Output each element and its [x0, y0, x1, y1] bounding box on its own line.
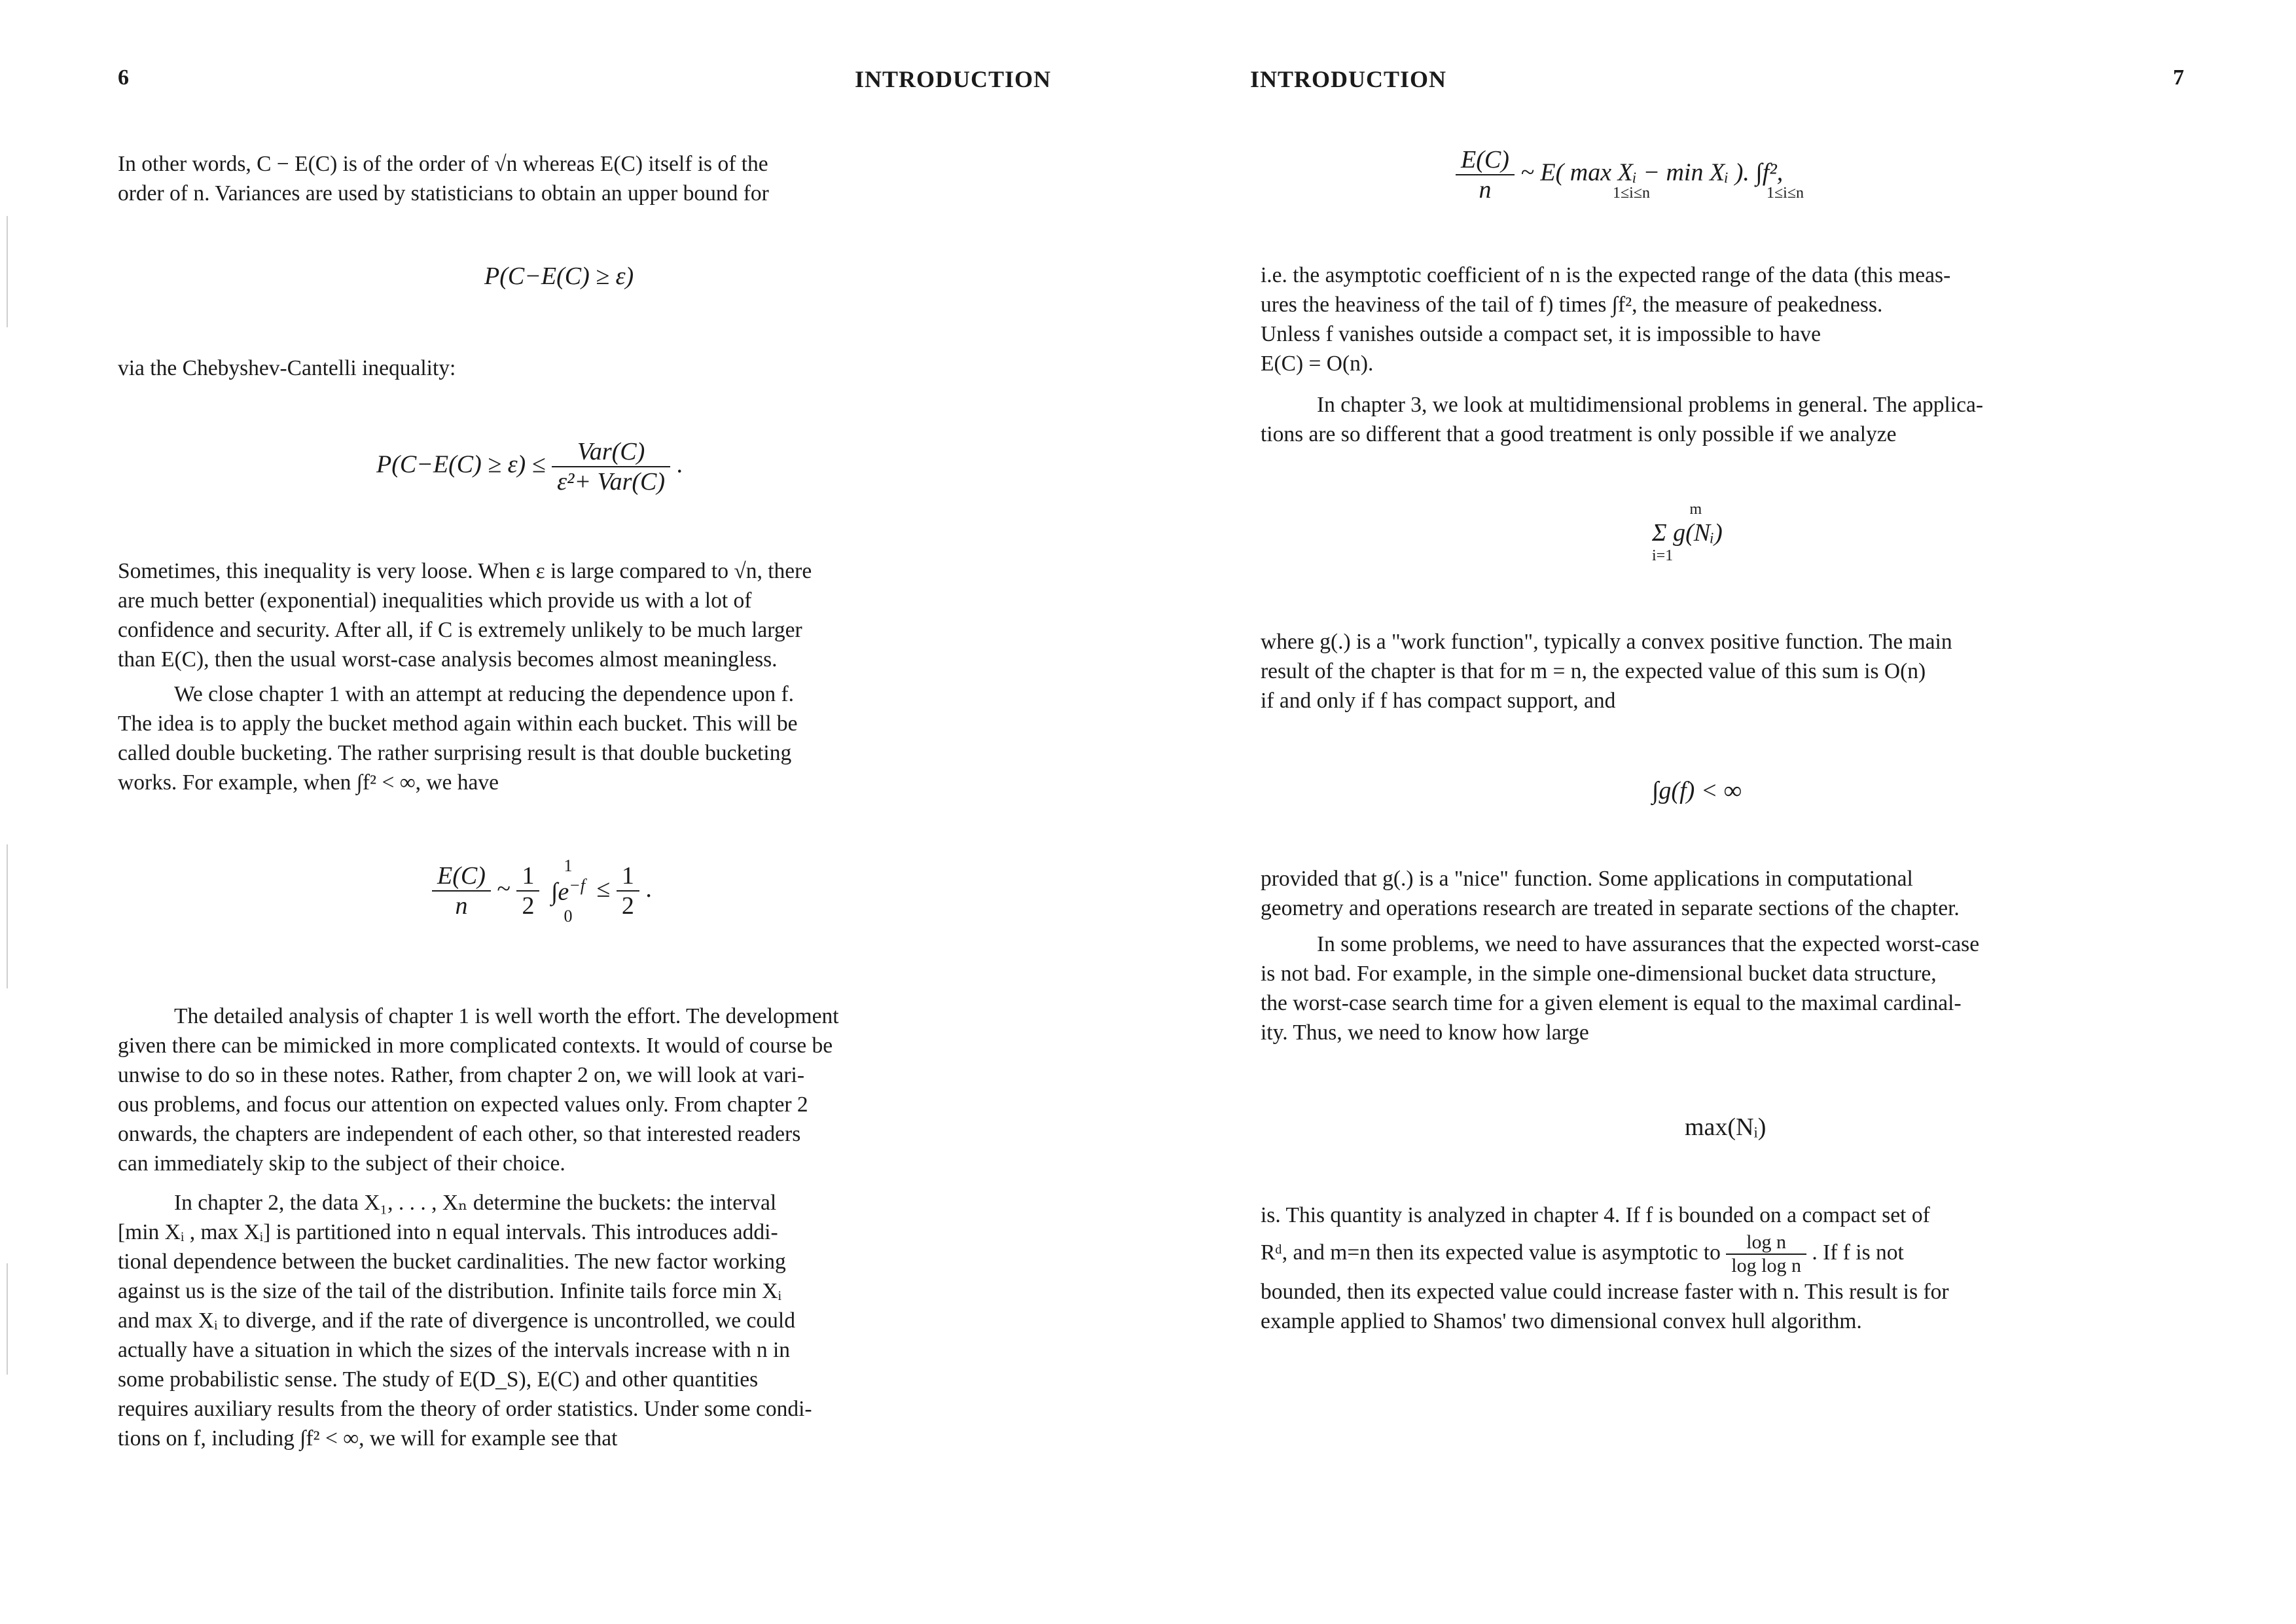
text-line: i.e. the asymptotic coefficient of n is the expected range of the data (this meas-: [1261, 263, 1951, 287]
paragraph: [1261, 864, 1960, 923]
text-line: ures the heaviness of the tail of f) times ∫f², the measure of peakedness.: [1261, 293, 1883, 317]
paragraph: [118, 1188, 812, 1453]
text-line: [1261, 1230, 1949, 1277]
sum-lower: i=1: [1652, 547, 1674, 564]
text-line: called double bucketing. The rather surprising result is that double bucketing: [118, 741, 792, 765]
paragraph: [1261, 929, 1979, 1047]
paragraph: [118, 1001, 839, 1178]
text-line: Sometimes, this inequality is very loose. When ε is large compared to √n, there: [118, 559, 812, 583]
text-line: via the Chebyshev-Cantelli inequality:: [118, 356, 456, 380]
fraction: [516, 861, 539, 920]
text-line: and max Xᵢ to diverge, and if the rate of divergence is uncontrolled, we could: [118, 1308, 795, 1333]
text-line: Unless f vanishes outside a compact set, it is impossible to have: [1261, 322, 1821, 346]
upper-limit: 1: [564, 856, 573, 875]
text-line: ous problems, and focus our attention on expected values only. From chapter 2: [118, 1092, 808, 1117]
equation: ∫g(f) < ∞: [1652, 777, 1742, 804]
text-line: E(C) = O(n).: [1261, 352, 1374, 376]
text-line: provided that g(.) is a "nice" function. Some applications in computational: [1261, 867, 1913, 891]
equation: P(C−E(C) ≥ ε): [484, 262, 634, 290]
paragraph: [1261, 261, 1950, 378]
text-line: some probabilistic sense. The study of E(D_S), E(C) and other quantities: [118, 1367, 759, 1392]
text-line: example applied to Shamos' two dimensional convex hull algorithm.: [1261, 1309, 1862, 1334]
fraction: [617, 861, 639, 920]
paragraph: [1261, 627, 1952, 715]
paragraph: [118, 556, 812, 674]
margin-rule: [7, 216, 8, 327]
text-line: The idea is to apply the bucket method again within each bucket. This will be: [118, 712, 798, 736]
exponent: −f: [569, 876, 585, 895]
text-line: unwise to do so in these notes. Rather, from chapter 2 on, we will look at vari-: [118, 1063, 805, 1087]
lower-limit: 0: [564, 906, 573, 926]
fraction: [1456, 145, 1515, 204]
equation-symbol: ≤: [596, 875, 611, 903]
equation-tail: .: [676, 450, 683, 478]
equation: max(Nᵢ): [1685, 1113, 1767, 1141]
numerator: E(C): [1456, 145, 1515, 175]
integral-limits: [546, 856, 590, 926]
equation-body: ~ E( max Xᵢ − min Xᵢ ). ∫f²,: [1520, 158, 1784, 187]
text-line: In chapter 3, we look at multidimensional problems in general. The applica-: [1317, 393, 1984, 417]
text-line: is not bad. For example, in the simple one-dimensional bucket data structure,: [1261, 962, 1937, 986]
running-head: INTRODUCTION: [1250, 66, 1447, 92]
equation-symbol: ~: [497, 875, 511, 903]
fraction: [552, 437, 670, 496]
text-line: The detailed analysis of chapter 1 is well worth the effort. The development: [174, 1004, 839, 1028]
text-fragment: . If f is not: [1812, 1240, 1904, 1265]
text-line: geometry and operations research are treated in separate sections of the chapter.: [1261, 896, 1960, 920]
equation-double-bucketing: [432, 856, 652, 926]
text-line: are much better (exponential) inequalities which provide us with a lot of: [118, 588, 752, 613]
paragraph: [1261, 1200, 1949, 1336]
integral-body: ∫e: [550, 878, 569, 906]
text-line: tional dependence between the bucket cardinalities. The new factor working: [118, 1250, 786, 1274]
numerator: 1: [617, 861, 639, 892]
denominator: n: [1479, 176, 1492, 204]
text-line: confidence and security. After all, if C is extremely unlikely to be much larger: [118, 618, 802, 642]
denominator: n: [455, 892, 468, 920]
numerator: 1: [516, 861, 539, 892]
text-line: result of the chapter is that for m = n, the expected value of this sum is O(n): [1261, 659, 1926, 683]
paragraph: [118, 149, 769, 208]
page-number: 6: [118, 65, 129, 90]
equation-sum: [1652, 501, 1723, 565]
sum-body: Σ g(Nᵢ): [1652, 519, 1723, 547]
page-number: 7: [2173, 65, 2184, 90]
text-line: [min Xᵢ , max Xᵢ] is partitioned into n equal intervals. This introduces addi-: [118, 1220, 778, 1244]
text-line: tions are so different that a good treatment is only possible if we analyze: [1261, 422, 1897, 446]
text-line: actually have a situation in which the sizes of the intervals increase with n in: [118, 1338, 791, 1362]
numerator: log n: [1726, 1231, 1806, 1255]
text-line: onwards, the chapters are independent of each other, so that interested readers: [118, 1122, 801, 1146]
text-line: We close chapter 1 with an attempt at reducing the dependence upon f.: [174, 682, 795, 706]
fraction: [1726, 1231, 1806, 1277]
text-line: In other words, C − E(C) is of the order of √n whereas E(C) itself is of the: [118, 152, 768, 176]
text-line: against us is the size of the tail of the distribution. Infinite tails force min Xᵢ: [118, 1279, 781, 1303]
text-line: order of n. Variances are used by statisticians to obtain an upper bound for: [118, 181, 769, 206]
paragraph: [1261, 390, 1983, 449]
margin-rule: [7, 1263, 8, 1375]
margin-rule: [7, 844, 8, 988]
text-line: bounded, then its expected value could increase faster with n. This result is for: [1261, 1280, 1949, 1305]
subscript: 1≤i≤n: [1613, 185, 1651, 202]
subscript: 1≤i≤n: [1767, 185, 1804, 202]
text-line: works. For example, when ∫f² < ∞, we have: [118, 770, 499, 795]
right-page: [1148, 0, 2296, 1624]
text-line: ity. Thus, we need to know how large: [1261, 1020, 1589, 1045]
text-line: is. This quantity is analyzed in chapter 4. If f is bounded on a compact set of: [1261, 1203, 1930, 1227]
text-line: In chapter 2, the data X₁, . . . , Xₙ determine the buckets: the interval: [174, 1191, 777, 1215]
text-line: the worst-case search time for a given element is equal to the maximal cardinal-: [1261, 991, 1962, 1015]
denominator: 2: [621, 892, 634, 920]
numerator: E(C): [432, 861, 491, 892]
fraction: [432, 861, 491, 920]
sum-upper: m: [1689, 501, 1702, 518]
denominator: log log n: [1731, 1255, 1801, 1277]
numerator: Var(C): [552, 437, 670, 467]
text-line: tions on f, including ∫f² < ∞, we will for example see that: [118, 1426, 618, 1451]
equation-chebyshev: [376, 437, 683, 496]
integrand: [546, 876, 590, 907]
text-line: than E(C), then the usual worst-case analysis becomes almost meaningless.: [118, 647, 778, 672]
text-fragment: Rᵈ, and m=n then its expected value is asymptotic to: [1261, 1240, 1721, 1265]
denominator: 2: [522, 892, 535, 920]
paragraph: [118, 679, 798, 797]
text-line: where g(.) is a "work function", typically a convex positive function. The main: [1261, 630, 1952, 654]
text-line: requires auxiliary results from the theory of order statistics. Under some condi-: [118, 1397, 812, 1421]
equation-tail: .: [645, 875, 652, 903]
denominator: ε²+ Var(C): [557, 468, 666, 496]
paragraph: [118, 353, 456, 383]
text-line: if and only if f has compact support, and: [1261, 689, 1616, 713]
running-head: INTRODUCTION: [855, 66, 1052, 92]
text-line: given there can be mimicked in more complicated contexts. It would of course be: [118, 1034, 833, 1058]
text-line: can immediately skip to the subject of their choice.: [118, 1151, 565, 1176]
equation-lhs: P(C−E(C) ≥ ε) ≤: [376, 450, 546, 478]
text-line: In some problems, we need to have assurances that the expected worst-case: [1317, 932, 1980, 956]
